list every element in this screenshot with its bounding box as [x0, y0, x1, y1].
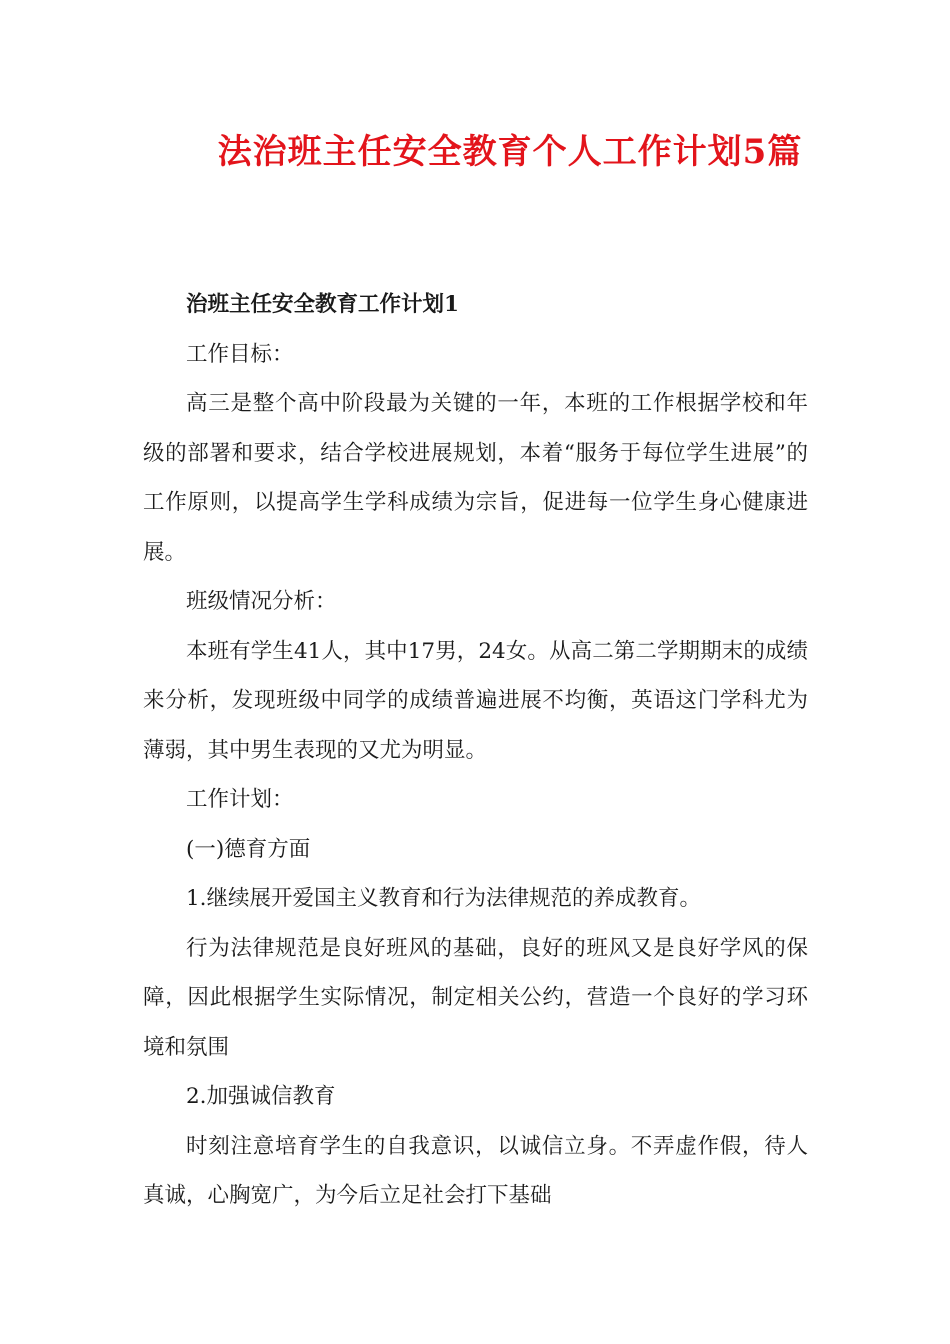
- paragraph-item-1-detail: 行为法律规范是良好班风的基础，良好的班风又是良好学风的保障，因此根据学生实际情况，制定相关公约，营造一个良好的学习环境和氛围: [143, 935, 808, 1060]
- document-title: 法治班主任安全教育个人工作计划5篇: [217, 132, 803, 172]
- paragraph-item-2: 2.加强诚信教育: [186, 1084, 336, 1109]
- paragraph-item-1: 1.继续展开爱国主义教育和行为法律规范的养成教育。: [186, 886, 702, 911]
- paragraph-moral-education: (一)德育方面: [186, 836, 311, 862]
- paragraph-work-goal: 高三是整个高中阶段最为关键的一年，本班的工作根据学校和年级的部署和要求，结合学校进展规划，本着“服务于每位学生进展”的工作原则，以提高学生学科成绩为宗旨，促进每一位学生身心健康进展。: [143, 391, 808, 565]
- paragraph-class-analysis-label: 班级情况分析：: [186, 589, 337, 614]
- document-body: [143, 280, 808, 1221]
- section-heading: 治班主任安全教育工作计划1: [186, 292, 459, 317]
- paragraph-item-2-detail: 时刻注意培育学生的自我意识，以诚信立身。不弄虚作假，待人真诚，心胸宽广，为今后立足社会打下基础: [143, 1133, 808, 1208]
- paragraph-work-plan-label: 工作计划：: [186, 787, 294, 812]
- paragraph-work-goal-label: 工作目标：: [186, 341, 294, 367]
- paragraph-class-analysis: 本班有学生41人，其中17男，24女。从高二第二学期期末的成绩来分析，发现班级中同学的成绩普遍进展不均衡，英语这门学科尤为薄弱，其中男生表现的又尤为明显。: [143, 638, 808, 763]
